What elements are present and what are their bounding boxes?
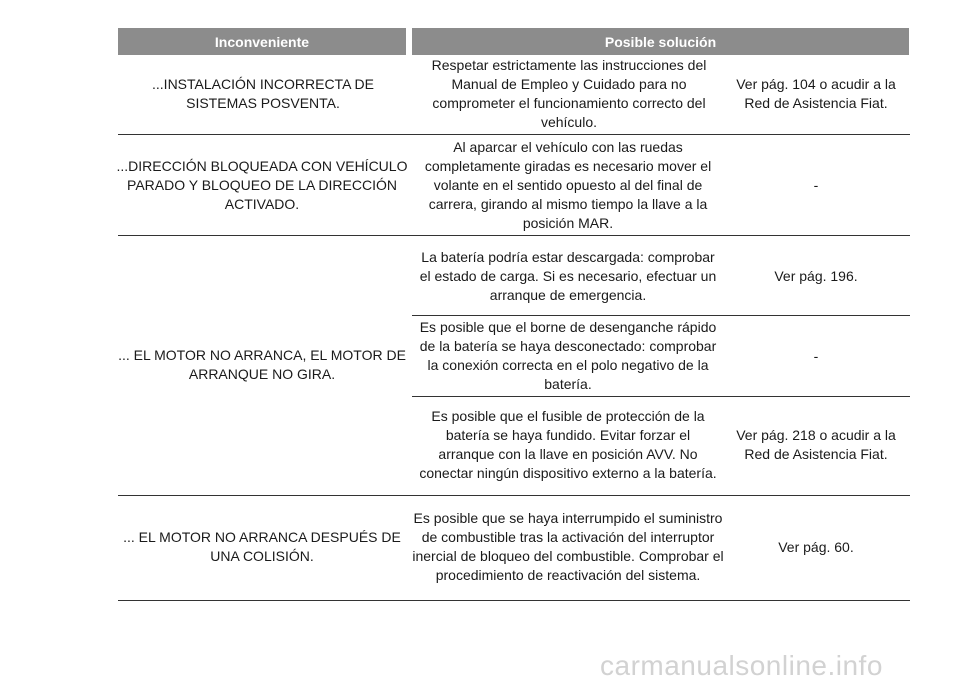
row-3-solution-1: La batería podría estar descargada: comprobar el estado de carga. Si es necesario, efectuar un arranque de emergencia. (419, 248, 717, 303)
row-2-reference: - (813, 176, 819, 193)
row-1-problem: ...INSTALACIÓN INCORRECTA DE SISTEMAS POSVENTA. (152, 76, 374, 111)
row-3-problem: ... EL MOTOR NO ARRANCA, EL MOTOR DE ARRANQUE NO GIRA. (118, 347, 406, 382)
row-4-solution: Es posible que se haya interrumpido el suministro de combustible tras la activación del interruptor inercial de bloqueo del combustible. Comprobar el procedimiento de reactivación del sistema. (412, 510, 724, 583)
row-3-solution-2: Es posible que el borne de desenganche rápido de la batería se haya desconectado: comprobar la conexión correcta en el polo negativo de la batería. (419, 319, 717, 392)
row-4-divider (118, 600, 910, 601)
row-1-reference: Ver pág. 104 o acudir a la Red de Asistencia Fiat. (736, 76, 896, 111)
row-3-sub-divider-2 (412, 396, 910, 397)
row-3-reference-3: Ver pág. 218 o acudir a la Red de Asistencia Fiat. (736, 427, 896, 462)
header-posible-solucion: Posible solución (412, 28, 909, 55)
row-1-divider (118, 134, 910, 135)
row-4-reference: Ver pág. 60. (778, 538, 854, 555)
row-2-solution: Al aparcar el vehículo con las ruedas completamente giradas es necesario mover el volante en el sentido opuesto al del final de carrera, girando al mismo tiempo la llave a la posición MAR. (424, 138, 712, 231)
watermark-text: carmanualsonline.info (600, 650, 883, 681)
row-3-solution-3: Es posible que el fusible de protección de la batería se haya fundido. Evitar forzar el arranque con la llave en posición AVV. No conectar ningún dispositivo externo a la batería. (419, 408, 717, 481)
row-3-reference-1: Ver pág. 196. (774, 267, 858, 284)
row-3-sub-divider-1 (412, 315, 910, 316)
row-4-problem: ... EL MOTOR NO ARRANCA DESPUÉS DE UNA COLISIÓN. (123, 529, 401, 564)
row-3-reference-2: - (813, 347, 819, 364)
header-inconveniente: Inconveniente (118, 28, 406, 55)
row-3-divider (118, 495, 910, 496)
row-2-problem: ...DIRECCIÓN BLOQUEADA CON VEHÍCULO PARADO Y BLOQUEO DE LA DIRECCIÓN ACTIVADO. (116, 157, 408, 212)
row-1-solution: Respetar estrictamente las instrucciones del Manual de Empleo y Cuidado para no comprometer el funcionamiento correcto del vehículo. (431, 57, 707, 130)
